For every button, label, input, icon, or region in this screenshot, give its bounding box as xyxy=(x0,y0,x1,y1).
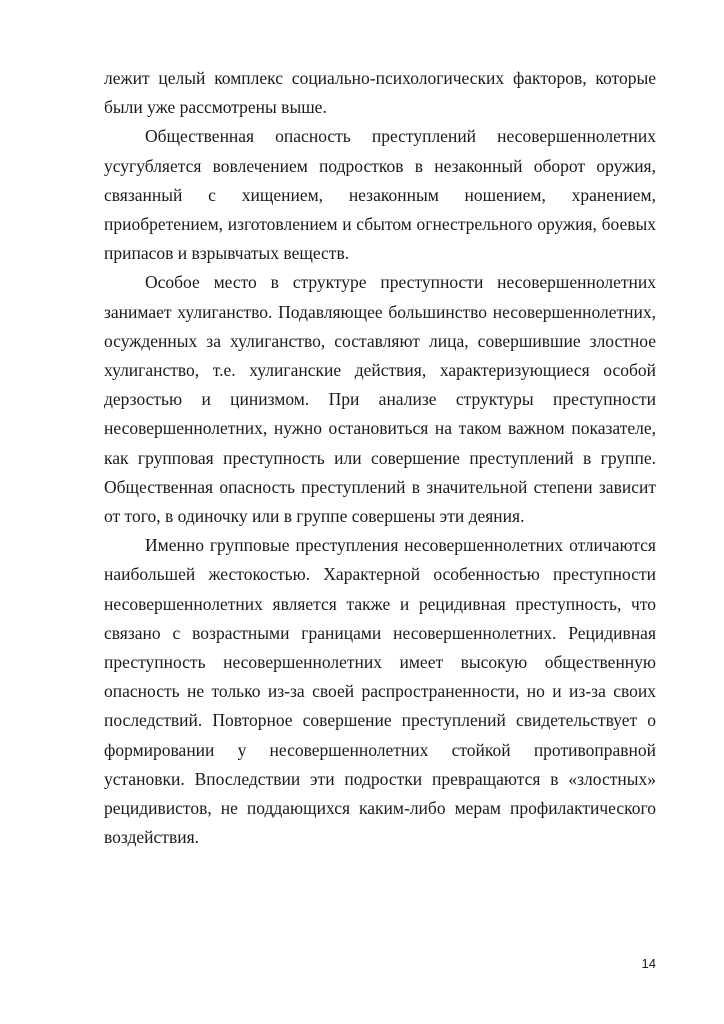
page-number: 14 xyxy=(641,956,656,971)
paragraph-weapons: Общественная опасность преступлений несовершеннолетних усугубляется вовлечением подростков в незаконный оборот оружия, связанный с хищением, незаконным ношением, хранением, приобретением, изготовлением и сбытом огнестрельного оружия, боевых припасов и взрывчатых веществ. xyxy=(104,126,656,264)
body-text xyxy=(104,64,656,852)
paragraph-continuation: лежит целый комплекс социально-психологических факторов, которые были уже рассмотрены выше. xyxy=(104,68,656,118)
paragraph-hooliganism: Особое место в структуре преступности несовершеннолетних занимает хулиганство. Подавляющее большинство несовершеннолетних, осужденных за хулиганство, составляют лица, совершившие злостное хулиганство, т.е. хулиганские действия, характеризующиеся особой дерзостью и цинизмом. При анализе структуры преступности несовершеннолетних, нужно остановиться на таком важном показателе, как групповая преступность или совершение преступлений в группе. Общественная опасность преступлений в значительной степени зависит от того, в одиночку или в группе совершены эти деяния. xyxy=(104,272,656,527)
paragraph-group-crime: Именно групповые преступления несовершеннолетних отличаются наибольшей жестокостью. Характерной особенностью преступности несовершеннолетних является также и рецидивная преступность, что связано с возрастными границами несовершеннолетних. Рецидивная преступность несовершеннолетних имеет высокую общественную опасность не только из-за своей распространенности, но и из-за своих последствий. Повторное совершение преступлений свидетельствует о формировании у несовершеннолетних стойкой противоправной установки. Впоследствии эти подростки превращаются в «злостных» рецидивистов, не поддающихся каким-либо мерам профилактического воздействия. xyxy=(104,535,656,848)
